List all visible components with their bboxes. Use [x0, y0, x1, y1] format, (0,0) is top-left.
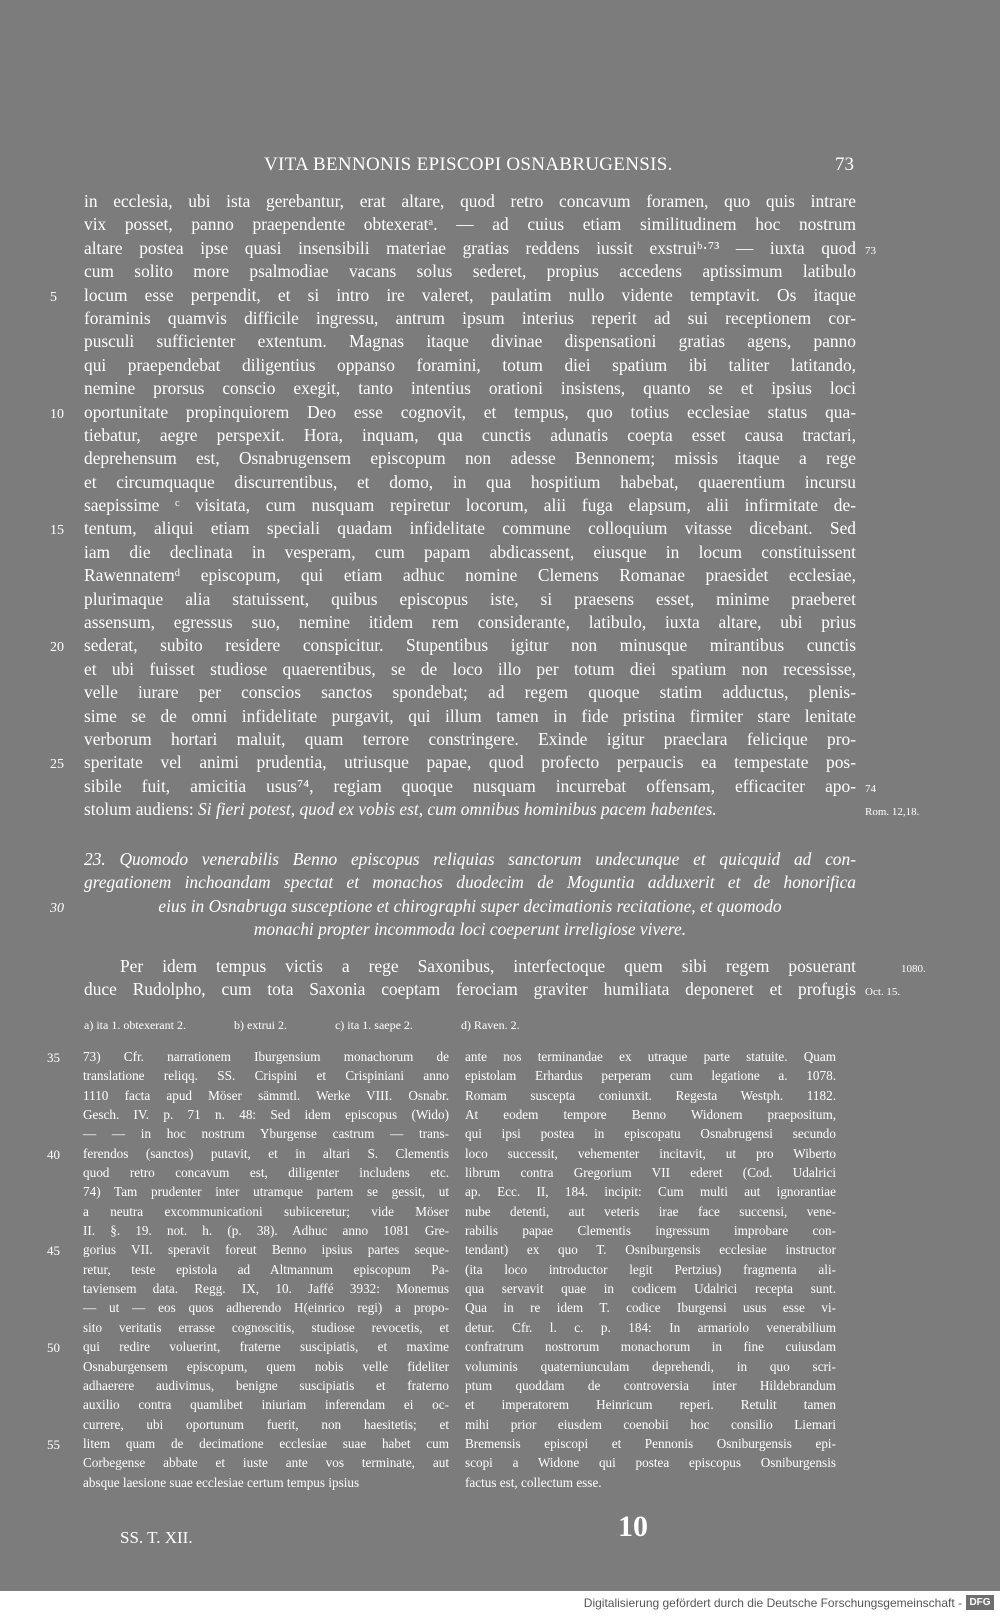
note-line-text: librum contra Gregorium VII ederet (Cod. Udalrici — [465, 1165, 836, 1181]
note-line — [83, 1182, 449, 1201]
note-line — [83, 1473, 449, 1492]
text-line-text: nemine prorsus conscio exegit, tanto intentius orationi insistens, quanto se et ipsius loci — [84, 378, 856, 399]
variant-reading: c) ita 1. saepe 2. — [334, 1018, 413, 1032]
note-line-text: et imperatorem Heinricum reperi. Retulit tamen — [465, 1397, 836, 1413]
line-number: 5 — [50, 289, 57, 305]
note-line-text: qui redire voluerint, fraterne suscipiatis, et maxime — [83, 1339, 449, 1355]
note-line-text: qui ipsi postea in episcopatu Osnabrugensi secundo — [465, 1126, 836, 1142]
text-line — [84, 978, 901, 1001]
text-line — [84, 775, 876, 798]
note-line — [47, 1047, 449, 1066]
text-line — [84, 541, 856, 564]
text-line-text: et ubi fuisset studiose quaerentibus, se de loco illo per totum diei spatium non recessisse, — [84, 658, 856, 679]
text-line-text: Rawennatemᵈ episcopum, qui etiam adhuc nomine Clemens Romanae praesidet ecclesiae, — [84, 565, 856, 586]
note-line — [47, 1434, 449, 1453]
text-line-text: iam die declinata in vesperam, cum papam abdicassent, eiusque in locum constituissent — [84, 541, 856, 562]
note-line — [47, 1337, 449, 1356]
text-line — [50, 751, 856, 774]
text-line — [84, 494, 856, 517]
margin-note: Oct. 15. — [865, 986, 901, 999]
note-line — [465, 1376, 836, 1395]
text-line — [84, 611, 856, 634]
chapter-heading — [50, 848, 856, 942]
note-line — [465, 1415, 836, 1434]
heading-line-text: gregationem inchoandam spectat et monachos duodecim de Moguntia adduxerit et de honorifica — [84, 872, 856, 893]
heading-line — [84, 918, 856, 941]
note-line — [465, 1473, 836, 1492]
text-line — [84, 705, 856, 728]
note-line-text: sito veritatis errasse cognoscitis, studiose revocetis, et — [83, 1319, 449, 1335]
note-line-text: voluminis quaterniunculam deprehendi, in quo scri- — [465, 1358, 836, 1374]
note-line-text: 73) Cfr. narrationem Iburgensium monachorum de — [83, 1049, 449, 1064]
main-text — [50, 190, 920, 822]
note-line-text: adhaerere audivimus, benigne suscipiatis et fraterno — [83, 1377, 449, 1393]
note-line-text: nube detenti, aut veteris irae face succensi, vene- — [465, 1203, 836, 1219]
note-line-text: tendant) ex quo T. Osniburgensis ecclesiae instructor — [465, 1242, 836, 1258]
text-line — [84, 377, 856, 400]
note-line-text: ap. Ecc. II, 184. incipit: Cum multi aut ignorantiae — [465, 1184, 836, 1200]
note-line — [465, 1221, 836, 1240]
note-line — [83, 1260, 449, 1279]
note-line-text: confratrum nostrorum monachorum in fine cuiusdam — [465, 1339, 836, 1355]
note-line — [83, 1066, 449, 1085]
footnotes-right-column — [465, 1047, 836, 1492]
line-number: 20 — [50, 640, 64, 656]
text-line-text: oportunitate propinquiorem Deo esse cognovit, et tempus, quo totius ecclesiae status qua- — [84, 401, 856, 422]
text-line — [84, 564, 856, 587]
note-line — [83, 1376, 449, 1395]
line-number: 25 — [50, 757, 64, 773]
text-line — [84, 588, 856, 611]
note-line-text: detur. Cfr. l. c. p. 184: In armariolo venerabilium — [465, 1319, 836, 1335]
note-line — [465, 1240, 836, 1259]
text-line-text: vix posset, panno praependente obtexeratᵃ. — ad cuius etiam similitudinem hoc nostrum — [84, 214, 856, 235]
note-line-text: ante nos terminandae ex utraque parte statuite. Quam — [465, 1049, 836, 1064]
text-line-text: sime se de omni infidelitate purgavit, qui illum tamen in fide pristina firmiter stare lenitate — [84, 705, 856, 726]
dfg-logo: DFG — [966, 1595, 994, 1610]
note-line — [83, 1298, 449, 1317]
dfg-credit-bar — [0, 1591, 1000, 1616]
note-line-text: factus est, collectum esse. — [465, 1474, 602, 1490]
heading-line-text: monachi propter incommoda loci coeperunt irreligiose vivere. — [253, 919, 687, 940]
running-title: VITA BENNONIS EPISCOPI OSNABRUGENSIS. — [264, 154, 673, 175]
text-line-text: velle iurare per conscios sanctos spondebat; ad regem quoque statim adductus, plenis- — [84, 682, 856, 703]
variant-reading: b) extrui 2. — [233, 1018, 287, 1032]
text-line-text: altare postea ipse quasi insensibili materiae gratias reddens iussit exstruiᵇ·⁷³ — iuxta quod — [84, 237, 856, 258]
variant-reading: a) ita 1. obtexerant 2. — [84, 1018, 186, 1032]
text-line-text: cum solito more psalmodiae vacans solus sederet, propius accedens aptissimum latibulo — [84, 261, 856, 282]
note-line — [465, 1279, 836, 1298]
text-line-text: verborum hortari maluit, quam terrore constringere. Exinde igitur praeclara felicique pro- — [84, 728, 856, 749]
line-number: 55 — [47, 1436, 60, 1452]
text-line — [50, 634, 856, 657]
note-line — [465, 1318, 836, 1337]
note-line-text: scopi a Widone qui postea episcopus Osniburgensis — [465, 1455, 836, 1471]
note-line-text: retur, teste epistola ad Altmannum episcopum Pa- — [83, 1261, 449, 1277]
note-line — [83, 1202, 449, 1221]
text-line — [84, 354, 856, 377]
text-line — [50, 284, 856, 307]
text-line — [50, 401, 856, 424]
note-line-text: Gesch. IV. p. 71 n. 48: Sed idem episcopus (Wido) — [83, 1107, 449, 1123]
variant-reading: d) Raven. 2. — [460, 1018, 520, 1032]
note-line-text: gorius VII. speravit foreut Benno ipsius partes seque- — [83, 1242, 449, 1258]
note-line-text: ptum quoddam de controversia inter Hildebrandum — [465, 1377, 836, 1393]
note-line — [83, 1221, 449, 1240]
text-line-text: speritate vel animi prudentia, utriusque papae, quod profecto perpaucis ea tempestate pos- — [84, 752, 856, 773]
text-line — [84, 955, 926, 978]
line-number: 15 — [50, 523, 64, 539]
text-line-text: sederat, subito residere conspicitur. Stupentibus igitur non minusque mirantibus cunctis — [84, 635, 856, 656]
text-line-text: tiebatur, aegre perspexit. Hora, inquam, qua cunctis adunatis coepta esset causa tractari, — [84, 424, 856, 445]
note-line — [465, 1144, 836, 1163]
note-line — [465, 1357, 836, 1376]
note-line-text: — — in hoc nostrum Yburgense castrum — trans- — [83, 1126, 449, 1142]
note-line-text: ferendos (sanctos) putavit, et in altari S. Clementis — [83, 1145, 449, 1161]
heading-line — [84, 871, 856, 894]
note-line — [465, 1453, 836, 1472]
margin-note: 1080. — [901, 963, 926, 975]
text-line-text: deprehensum est, Osnabrugensem episcopum non adesse Bennonem; missis itaque a rege — [84, 448, 856, 469]
line-number: 10 — [50, 406, 64, 422]
text-line-text: pusculi sufficienter extentum. Magnas itaque divinae dispensationi gratias agens, panno — [84, 331, 856, 352]
note-line — [83, 1086, 449, 1105]
note-line — [465, 1202, 836, 1221]
line-number: 30 — [50, 900, 64, 916]
sheet-number: 10 — [618, 1510, 648, 1543]
quotation-text: Si fieri potest, quod ex vobis est, cum omnibus hominibus pacem habentes. — [198, 799, 717, 820]
heading-line-text: eius in Osnabruga susceptione et chirographi super decimationis recitatione, et quomodo — [158, 895, 782, 916]
note-line — [465, 1434, 836, 1453]
note-line-text: rabilis papae Clementis ingressum improbare con- — [465, 1223, 836, 1239]
signature-mark: SS. T. XII. — [120, 1528, 193, 1547]
note-line — [83, 1124, 449, 1143]
text-line-text: foraminis quamvis difficile ingressu, antrum ipsum interius reperit ad sui receptionem cor- — [84, 307, 856, 328]
text-line — [84, 798, 920, 821]
note-line — [83, 1163, 449, 1182]
text-line — [84, 330, 856, 353]
text-line-text: duce Rudolpho, cum tota Saxonia coeptam ferociam graviter humiliata deponeret et profugis — [84, 979, 856, 1000]
note-line-text: absque laesione suae ecclesiae certum tempus ipsius — [83, 1474, 360, 1490]
note-line — [47, 1240, 449, 1259]
note-line-text: 1110 facta apud Möser sämmtl. Werke VIII. Osnabr. — [83, 1087, 449, 1103]
text-line-text: et circumquaque discurrentibus, et domo, in qua hospitium habebat, quaerentium incursu — [84, 471, 856, 492]
text-line — [84, 237, 876, 260]
note-line-text: a neutra excommunicationi subiiceretur; vide Möser — [83, 1203, 449, 1219]
note-line-text: II. §. 19. not. h. (p. 38). Adhuc anno 1081 Gre- — [83, 1223, 449, 1239]
note-line-text: mihi prior eiusdem coenobii hoc consilio Liemari — [465, 1416, 836, 1432]
running-header — [84, 154, 854, 180]
note-line — [83, 1318, 449, 1337]
heading-line — [50, 895, 856, 918]
note-line — [83, 1105, 449, 1124]
dfg-credit-text: Digitalisierung gefördert durch die Deutsche Forschungsgemeinschaft - — [583, 1596, 962, 1610]
note-line — [47, 1144, 449, 1163]
note-line-text: epistolam Erhardus perperam cum legatione a. 1078. — [465, 1068, 836, 1084]
note-line — [83, 1357, 449, 1376]
note-line-text: qua servavit quae in codicem Udalrici recepta sunt. — [465, 1281, 836, 1297]
note-line-text: Qua in re idem T. codice Iburgensi usus esse vi- — [465, 1300, 836, 1316]
note-line-text: translatione reliqq. SS. Crispini et Crispiniani anno — [83, 1068, 449, 1084]
page-number: 73 — [835, 154, 854, 175]
margin-note: 74 — [865, 782, 876, 795]
text-line — [84, 260, 856, 283]
note-line-text: Corbegense abbate et iuste ante vos terminate, aut — [83, 1455, 449, 1471]
heading-line-text: 23. Quomodo venerabilis Benno episcopus reliquias sanctorum undecunque et quicquid ad con- — [84, 849, 856, 869]
margin-note: Rom. 12,18. — [865, 806, 920, 819]
text-line-text: in ecclesia, ubi ista gerebantur, erat altare, quod retro concavum foramen, quo quis intrare — [84, 191, 856, 211]
note-line-text: Bremensis episcopi et Pennonis Osniburgensis epi- — [465, 1435, 836, 1451]
text-line — [84, 213, 856, 236]
note-line — [465, 1395, 836, 1414]
note-line-text: auxilio contra quamlibet iniuriam inferendam ei oc- — [83, 1397, 449, 1413]
variant-readings — [84, 1018, 684, 1033]
note-line-text: litem quam de decimatione ecclesiae suae habet cum — [83, 1435, 449, 1451]
text-line-text: saepissime ᶜ visitata, cum nusquam repiretur locorum, alii fuga elapsum, alii infirmitate de- — [84, 495, 856, 516]
text-line-text: locum esse perpendit, et si intro ire valeret, paulatim nullo vidente temptavit. Os itaque — [84, 284, 856, 305]
line-number: 45 — [47, 1243, 60, 1259]
note-line — [465, 1260, 836, 1279]
note-line — [83, 1453, 449, 1472]
note-line-text: Osnaburgensem episcopum, quem nobis velle fideliter — [83, 1358, 449, 1374]
text-line — [84, 681, 856, 704]
chapter-text — [84, 955, 926, 1002]
text-line-text: assensum, egressus suo, nemine itidem rem considerante, latibulo, iuxta altare, ubi prius — [84, 612, 856, 633]
text-line — [50, 517, 856, 540]
text-line — [84, 424, 856, 447]
note-line-text: loco successit, vehementer incitavit, ut pro Wiberto — [465, 1145, 836, 1161]
note-line — [465, 1105, 836, 1124]
note-line — [465, 1066, 836, 1085]
footnotes-left-column — [47, 1047, 449, 1492]
note-line — [465, 1337, 836, 1356]
text-line — [84, 190, 856, 213]
line-number: 50 — [47, 1340, 60, 1356]
margin-note: 73 — [865, 244, 876, 257]
text-line — [84, 307, 856, 330]
note-line — [465, 1182, 836, 1201]
text-line — [84, 471, 856, 494]
note-line-text: (ita loco introductor legit Pertzius) fragmenta ali- — [465, 1261, 836, 1277]
text-line — [84, 447, 856, 470]
note-line — [465, 1124, 836, 1143]
note-line-text: currere, ubi oportunum fuerit, non haesitetis; et — [83, 1416, 449, 1432]
note-line-text: Romam suscepta coniunxit. Regesta Westph. 1182. — [465, 1087, 836, 1103]
note-line-text: quod retro concavum est, diligenter includens etc. — [83, 1165, 449, 1181]
text-line-text: sibile fuit, amicitia usus⁷⁴, regiam quoque nusquam incurrebat offensam, efficaciter apo- — [84, 775, 856, 796]
note-line — [83, 1415, 449, 1434]
text-line — [84, 658, 856, 681]
note-line — [465, 1163, 836, 1182]
note-line-text: — ut — eos quos adherendo H(einrico regi) a propo- — [83, 1300, 449, 1316]
note-line-text: taviensem data. Regg. IX, 10. Jaffé 3932: Monemus — [83, 1281, 449, 1297]
line-number: 40 — [47, 1146, 60, 1162]
note-line — [465, 1047, 836, 1066]
note-line — [83, 1395, 449, 1414]
note-line — [465, 1086, 836, 1105]
text-line-text: Per idem tempus victis a rege Saxonibus, interfectoque quem sibi regem posuerant — [120, 956, 856, 976]
text-line-text: plurimaque alia statuissent, quibus episcopus iste, si praesens esset, minime praeberet — [84, 588, 856, 609]
line-number: 35 — [47, 1050, 60, 1065]
text-line-text: qui praependebat diligentius oppanso foramini, totum diei spatium ibi taliter latitando, — [84, 354, 856, 375]
note-line-text: 74) Tam prudenter inter utramque partem se gessit, ut — [83, 1184, 449, 1200]
text-line-text: stolum audiens: — [84, 799, 198, 820]
heading-line — [84, 848, 856, 871]
note-line — [83, 1279, 449, 1298]
note-line-text: At eodem tempore Benno Widonem praepositum, — [465, 1107, 836, 1123]
text-line-text: tentum, aliqui etiam speciali quadam infidelitate commune colloquium vitasse dicebant. Sed — [84, 518, 856, 539]
text-line — [84, 728, 856, 751]
note-line — [465, 1298, 836, 1317]
